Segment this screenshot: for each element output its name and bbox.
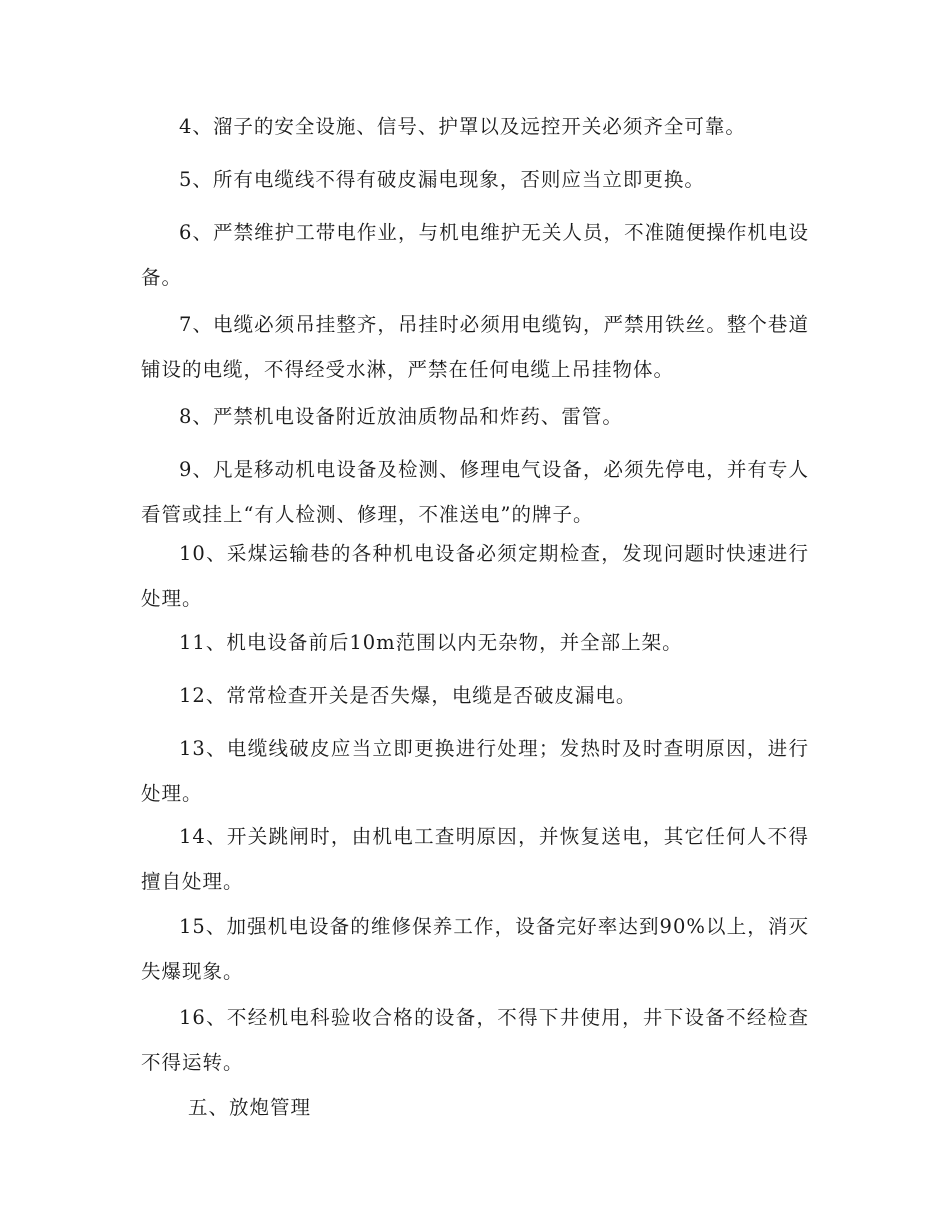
paragraph-item-13: 13、电缆线破皮应当立即更换进行处理；发热时及时查明原因，进行处理。 — [141, 737, 809, 805]
paragraph-item-5: 5、所有电缆线不得有破皮漏电现象，否则应当立即更换。 — [179, 168, 705, 191]
paragraph-item-6: 6、严禁维护工带电作业，与机电维护无关人员，不准随便操作机电设备。 — [141, 221, 809, 289]
section-heading: 五、放炮管理 — [188, 1096, 312, 1119]
paragraph-item-11: 11、机电设备前后10m范围以内无杂物，并全部上架。 — [179, 631, 683, 654]
paragraph-item-15: 15、加强机电设备的维修保养工作，设备完好率达到90%以上，消灭失爆现象。 — [141, 915, 809, 983]
paragraph-item-8: 8、严禁机电设备附近放油质物品和炸药、雷管。 — [179, 405, 623, 428]
paragraph-item-16: 16、不经机电科验收合格的设备，不得下井使用，井下设备不经检查不得运转。 — [141, 1006, 809, 1074]
paragraph-item-4: 4、溜子的安全设施、信号、护罩以及远控开关必须齐全可靠。 — [179, 115, 746, 138]
paragraph-item-10: 10、采煤运输巷的各种机电设备必须定期检查，发现问题时快速进行处理。 — [141, 542, 809, 610]
paragraph-item-9: 9、凡是移动机电设备及检测、修理电气设备，必须先停电，并有专人看管或挂上“有人检测、修理，不准送电”的牌子。 — [141, 458, 809, 526]
paragraph-item-14: 14、开关跳闸时，由机电工查明原因，并恢复送电，其它任何人不得擅自处理。 — [141, 825, 809, 893]
paragraph-item-12: 12、常常检查开关是否失爆，电缆是否破皮漏电。 — [179, 684, 637, 707]
paragraph-item-7: 7、电缆必须吊挂整齐，吊挂时必须用电缆钩，严禁用铁丝。整个巷道铺设的电缆，不得经受水淋，严禁在任何电缆上吊挂物体。 — [141, 313, 809, 381]
